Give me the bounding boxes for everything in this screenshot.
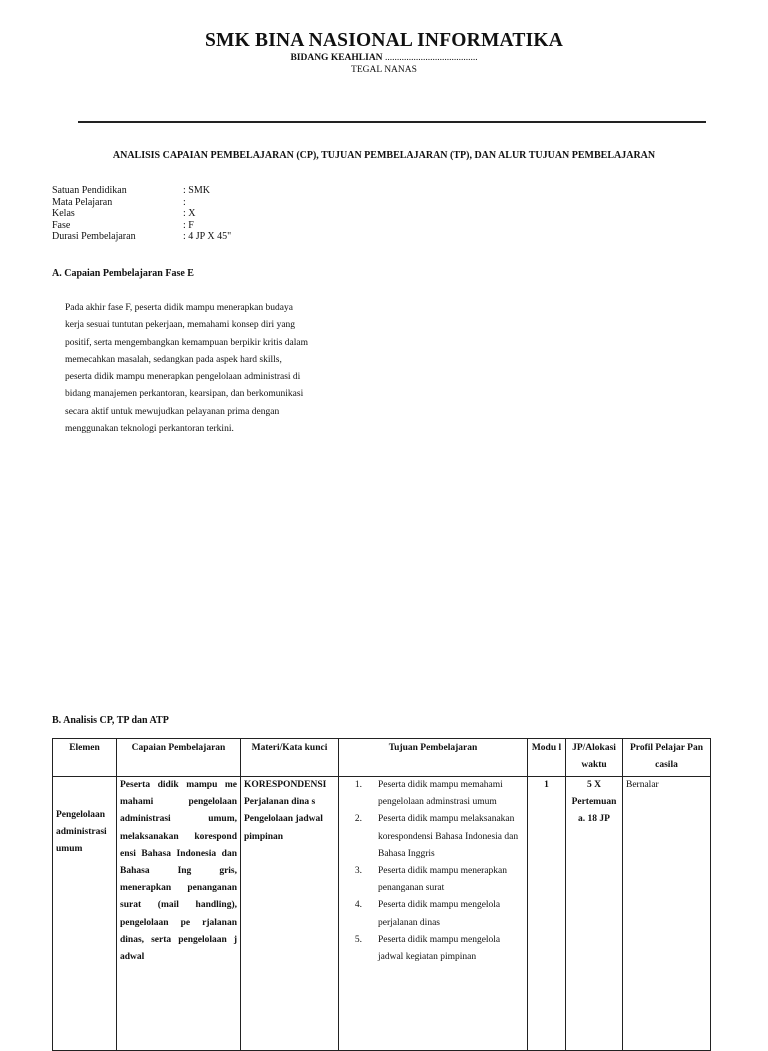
bidang-keahlian-line	[0, 53, 768, 63]
info-value: :	[183, 196, 186, 208]
list-number: 1.	[354, 780, 362, 790]
bidang-keahlian-label: BIDANG KEAHLIAN	[290, 53, 383, 63]
list-number: 4.	[354, 900, 362, 911]
paragraph-line: bidang manajemen perkantoran, kearsipan, dan berkomunikasi	[65, 389, 304, 400]
atp-table	[52, 738, 711, 1051]
capaian-paragraph	[65, 300, 327, 438]
cell-profil: Bernalar	[623, 777, 711, 1051]
list-text: Peserta didik mampu melaksanakan korespondensi Bahasa Indonesia dan Bahasa Inggris	[378, 814, 519, 859]
school-name: SMK BINA NASIONAL INFORMATIKA	[204, 30, 564, 51]
info-value: : 4 JP X 45"	[183, 231, 232, 243]
list-text: Peserta didik mampu memahami pengelolaan adminstrasi umum	[378, 780, 503, 808]
info-label: Kelas	[52, 208, 75, 220]
header-jp: JP/Alokasi waktu	[566, 739, 623, 777]
cell-modul: 1	[528, 777, 566, 1051]
info-label: Fase	[52, 219, 71, 231]
paragraph-line: kerja sesuai tuntutan pekerjaan, memahami konsep diri yang	[65, 320, 296, 331]
paragraph-line: positif, serta mengembangkan kemampuan berpikir kritis dalam	[65, 337, 308, 348]
list-item	[342, 811, 524, 863]
paragraph-line: Pada akhir fase F, peserta didik mampu menerapkan budaya	[65, 303, 293, 313]
info-label: Satuan Pendidikan	[52, 185, 127, 196]
list-item	[342, 932, 524, 966]
tujuan-list	[342, 777, 524, 966]
info-value: : SMK	[183, 185, 210, 196]
paragraph-line: menggunakan teknologi perkantoran terkini.	[65, 424, 234, 435]
info-value: : F	[183, 219, 194, 231]
info-row	[52, 197, 231, 209]
header-modul: Modu l	[528, 739, 566, 777]
cell-tujuan	[339, 777, 528, 1051]
info-value: : X	[183, 208, 196, 220]
list-number: 5.	[354, 934, 362, 945]
list-item	[342, 777, 524, 811]
header-tujuan: Tujuan Pembelajaran	[339, 739, 528, 777]
header-divider	[78, 121, 706, 123]
info-row	[52, 220, 231, 232]
table-header-row	[53, 739, 711, 777]
info-row	[52, 185, 231, 197]
table-row	[53, 777, 711, 1051]
list-item	[342, 863, 524, 897]
list-number: 3.	[354, 866, 362, 877]
list-text: Peserta didik mampu mengelola jadwal kegiatan pimpinan	[378, 934, 501, 963]
info-label: Durasi Pembelajaran	[52, 231, 136, 243]
header-profil: Profil Pelajar Pan casila	[623, 739, 711, 777]
identity-info	[52, 185, 231, 243]
school-location: TEGAL NANAS	[351, 65, 417, 75]
info-row	[52, 231, 231, 243]
section-b-heading: B. Analisis CP, TP dan ATP	[52, 715, 169, 726]
bidang-keahlian-value: .......................................	[384, 53, 478, 63]
document-title: ANALISIS CAPAIAN PEMBELAJARAN (CP), TUJUAN PEMBELAJARAN (TP), DAN ALUR TUJUAN PEMBELAJARAN	[112, 150, 656, 161]
paragraph-line: memecahkan masalah, sedangkan pada aspek hard skills,	[65, 354, 282, 365]
paragraph-line: secara aktif untuk mewujudkan pelayanan prima dengan	[65, 406, 280, 417]
section-a-heading: A. Capaian Pembelajaran Fase E	[52, 268, 194, 279]
info-label: Mata Pelajaran	[52, 196, 113, 208]
header-elemen: Elemen	[53, 739, 117, 777]
list-text: Peserta didik mampu mengelola perjalanan dinas	[378, 900, 501, 928]
paragraph-line: peserta didik mampu menerapkan pengelolaan administrasi di	[65, 372, 301, 383]
list-item	[342, 897, 524, 931]
list-number: 2.	[354, 814, 362, 825]
cell-jp: 5 X Pertemuan a. 18 JP	[566, 777, 623, 1051]
cell-elemen: Pengelolaan administrasi umum	[53, 777, 117, 1051]
info-row	[52, 208, 231, 220]
header-materi: Materi/Kata kunci	[241, 739, 339, 777]
cell-materi: KORESPONDENSI Perjalanan dina s Pengelolaan jadwal pimpinan	[241, 777, 339, 1051]
cell-capaian: Peserta didik mampu me mahami pengelolaan administrasi umum, melaksanakan korespond ensi Bahasa Indonesia dan Bahasa Ing gris, menerapkan penanganan surat (mail handling), pengelolaan pe rjalanan dinas, serta pengelolaan j adwal	[117, 777, 241, 1051]
header-capaian: Capaian Pembelajaran	[117, 739, 241, 777]
list-text: Peserta didik mampu menerapkan penanganan surat	[378, 866, 508, 894]
